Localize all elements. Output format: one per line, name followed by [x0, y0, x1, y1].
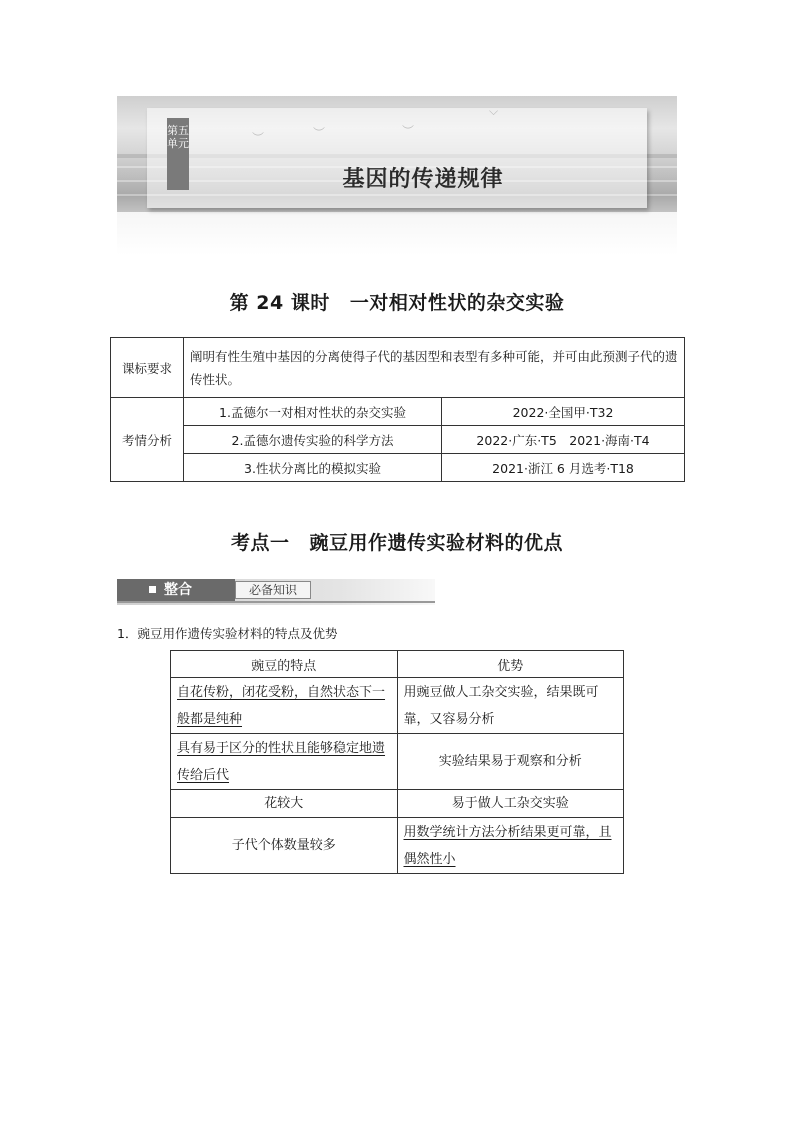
column-header: 豌豆的特点	[171, 651, 398, 678]
integration-tag	[117, 579, 235, 601]
analysis-topic: 1.孟德尔一对相对性状的杂交实验	[184, 398, 442, 426]
lesson-number: 第 24 课时	[229, 292, 330, 314]
analysis-exam: 2021·浙江 6 月选考·T18	[442, 454, 685, 482]
integration-subtitle: 必备知识	[235, 581, 311, 599]
banner-card	[147, 108, 647, 208]
section-name: 豌豆用作遗传实验材料的优点	[309, 532, 564, 554]
analysis-exam: 2022·广东·T5 2021·海南·T4	[442, 426, 685, 454]
table-row	[171, 790, 624, 818]
integration-bar	[117, 579, 435, 605]
point-heading: 1．豌豆用作遗传实验材料的特点及优势	[117, 626, 338, 641]
curriculum-table	[110, 337, 685, 482]
integration-tag-label: 整合	[164, 582, 192, 598]
section-title	[0, 528, 794, 555]
analysis-topic: 3.性状分离比的模拟实验	[184, 454, 442, 482]
table-row	[171, 818, 624, 874]
advantage-cell: 用数学统计方法分析结果更可靠，且偶然性小	[397, 818, 624, 874]
analysis-topic: 2.孟德尔遗传实验的科学方法	[184, 426, 442, 454]
advantage-cell: 易于做人工杂交实验	[397, 790, 624, 818]
feature-cell: 花较大	[171, 790, 398, 818]
table-row	[171, 678, 624, 734]
table-row	[171, 734, 624, 790]
lesson-name: 一对相对性状的杂交实验	[349, 292, 565, 314]
unit-banner	[117, 96, 677, 256]
pea-features-table	[170, 650, 624, 874]
advantage-cell: 实验结果易于观察和分析	[397, 734, 624, 790]
advantage-cell: 用豌豆做人工杂交实验，结果既可靠，又容易分析	[397, 678, 624, 734]
lesson-title	[0, 288, 794, 315]
req-label: 课标要求	[111, 338, 184, 398]
analysis-exam: 2022·全国甲·T32	[442, 398, 685, 426]
unit-title: 基因的传递规律	[342, 167, 504, 192]
unit-tag: 第五单元	[167, 118, 189, 190]
feature-cell: 具有易于区分的性状且能够稳定地遗传给后代	[171, 734, 398, 790]
square-bullet-icon	[149, 586, 156, 593]
feature-cell: 子代个体数量较多	[171, 818, 398, 874]
integration-underline	[117, 601, 435, 603]
feature-cell: 自花传粉，闭花受粉，自然状态下一般都是纯种	[171, 678, 398, 734]
column-header: 优势	[397, 651, 624, 678]
analysis-label: 考情分析	[111, 398, 184, 482]
req-text: 阐明有性生殖中基因的分离使得子代的基因型和表型有多种可能，并可由此预测子代的遗传性状。	[184, 338, 685, 398]
section-number: 考点一	[230, 532, 290, 554]
